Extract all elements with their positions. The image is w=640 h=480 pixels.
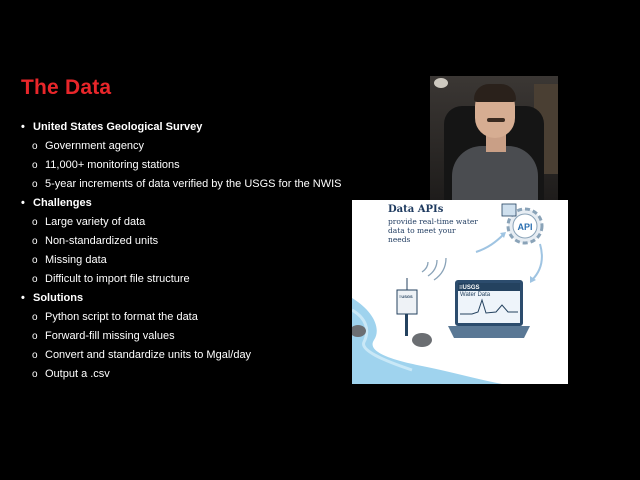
sub-bullet [20, 158, 350, 177]
presenter-hoodie [452, 146, 538, 200]
sub-bullet [20, 215, 350, 234]
lamp-light [434, 78, 448, 88]
sub-bullet-marker: o [32, 217, 38, 228]
sub-bullet-marker: o [32, 331, 38, 342]
gauge-brand: ≡USGS [399, 294, 413, 299]
sub-bullet [20, 367, 350, 386]
presenter-hair [474, 84, 516, 102]
sub-bullet-text: 5-year increments of data verified by the USGS for the NWIS [45, 178, 342, 190]
sub-bullet-marker: o [32, 236, 38, 247]
api-title: Data APIs [388, 204, 444, 215]
section-challenges [20, 196, 350, 291]
laptop-base [448, 326, 530, 338]
sub-bullet [20, 177, 350, 196]
sub-bullet-marker: o [32, 160, 38, 171]
presenter-webcam [430, 76, 558, 200]
sub-bullet-text: Large variety of data [45, 216, 146, 228]
document-stack-icon [502, 204, 516, 216]
gauge-station-pole [405, 314, 408, 336]
section-usgs [20, 120, 350, 196]
presenter-mustache [487, 118, 505, 122]
slide-title: The Data [21, 76, 112, 99]
sub-bullet-marker: o [32, 141, 38, 152]
data-api-illustration [352, 200, 568, 384]
sub-bullet-text: Non-standardized units [45, 235, 159, 247]
sub-bullet-text: Missing data [45, 254, 107, 266]
rock-shape [412, 333, 432, 347]
sub-bullet-text: Government agency [45, 140, 145, 152]
signal-waves-icon [422, 258, 446, 280]
sub-bullet-marker: o [32, 179, 38, 190]
screen-brand: ≡USGS [459, 285, 480, 291]
sub-bullet-marker: o [32, 255, 38, 266]
screen-title: Water Data [460, 292, 491, 298]
sub-bullet-text: Output a .csv [45, 368, 110, 380]
section-heading: • United States Geological Survey [20, 120, 350, 139]
sub-bullet [20, 234, 350, 253]
bullet-list [20, 120, 350, 386]
api-subtitle: provide real-time water data to meet your needs [388, 217, 478, 244]
section-heading: • Challenges [20, 196, 350, 215]
sub-bullet [20, 348, 350, 367]
sub-bullet-text: Convert and standardize units to Mgal/day [45, 349, 252, 361]
arrow-to-laptop-icon [532, 244, 542, 280]
section-solutions [20, 291, 350, 386]
sub-bullet-text: Forward-fill missing values [45, 330, 175, 342]
sub-bullet [20, 272, 350, 291]
sub-bullet-text: 11,000+ monitoring stations [45, 159, 180, 171]
sub-bullet [20, 139, 350, 158]
sub-bullet [20, 253, 350, 272]
section-heading: • Solutions [20, 291, 350, 310]
sub-bullet-text: Difficult to import file structure [45, 273, 190, 285]
sub-bullet-marker: o [32, 369, 38, 380]
api-label: API [517, 222, 533, 232]
sub-bullet [20, 329, 350, 348]
sub-bullet-marker: o [32, 350, 38, 361]
arrow-to-api-icon [476, 234, 504, 252]
sub-bullet [20, 310, 350, 329]
sub-bullet-marker: o [32, 312, 38, 323]
sub-bullet-marker: o [32, 274, 38, 285]
sub-bullet-text: Python script to format the data [45, 311, 198, 323]
